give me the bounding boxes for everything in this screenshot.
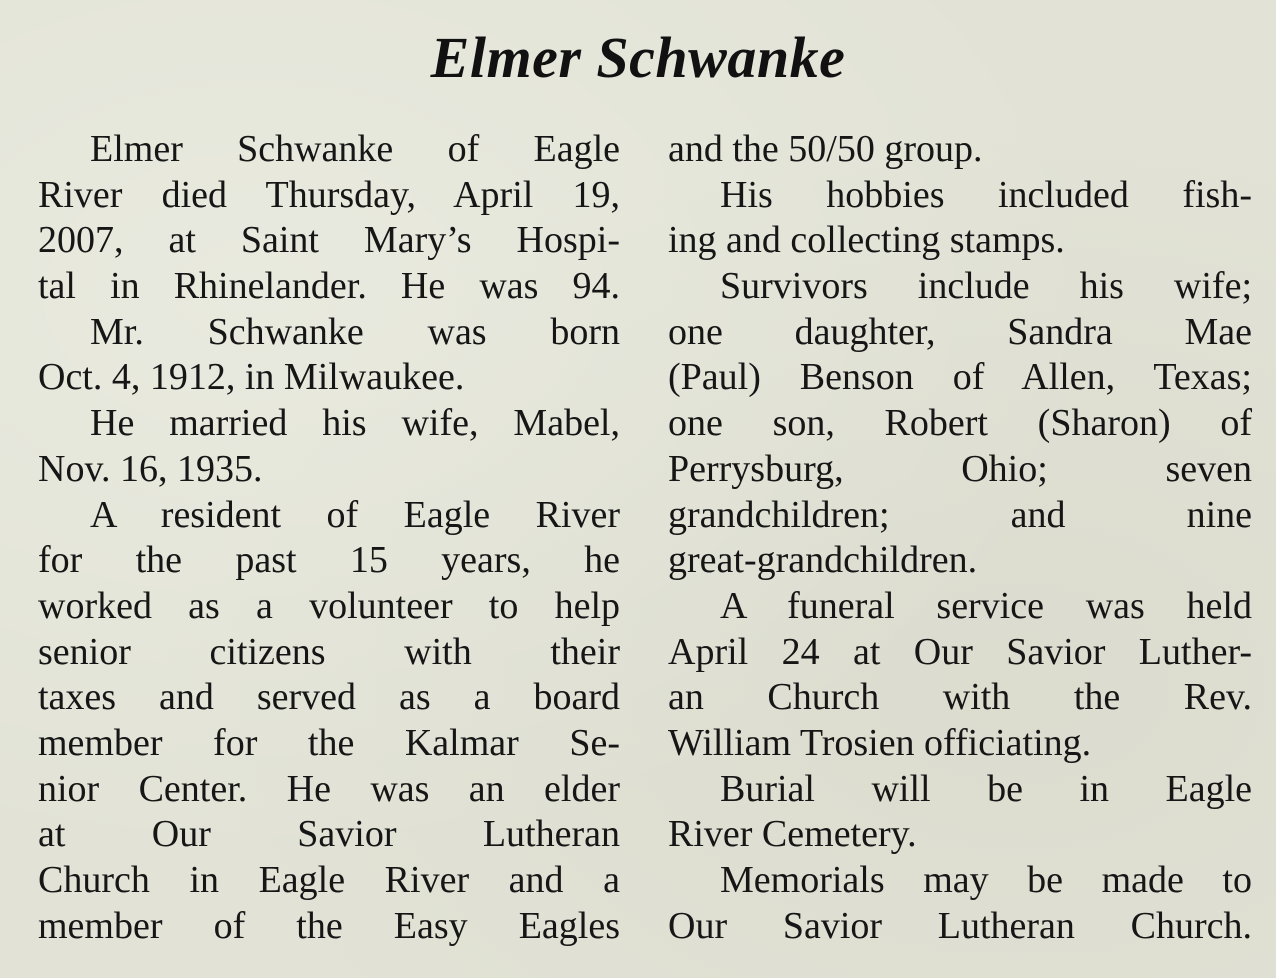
left-text-column [38, 127, 620, 949]
text-line: (Paul) Benson of Allen, Texas; [668, 356, 1252, 399]
text-line: Memorials may be made to [720, 859, 1252, 901]
text-line: His hobbies included fish- [720, 173, 1252, 216]
text-line: Church in Eagle River and a [38, 859, 620, 901]
text-line: Survivors include his wife; [720, 265, 1252, 308]
text-line: William Trosien officiating. [668, 721, 1092, 764]
text-line: Nov. 16, 1935. [38, 447, 263, 490]
text-line: A funeral service was held [720, 584, 1252, 627]
text-line: at Our Savior Lutheran [38, 813, 620, 856]
text-line: He married his wife, Mabel, [90, 402, 620, 445]
text-line: senior citizens with their [38, 630, 620, 673]
text-line: Elmer Schwanke of Eagle [90, 128, 620, 170]
text-line: River Cemetery. [668, 813, 917, 856]
text-line: worked as a volunteer to help [38, 584, 620, 627]
text-line: an Church with the Rev. [668, 676, 1252, 719]
text-line: one son, Robert (Sharon) of [668, 402, 1252, 445]
right-text-column [668, 127, 1252, 949]
text-line: for the past 15 years, he [38, 539, 620, 582]
text-line: April 24 at Our Savior Luther- [668, 630, 1252, 673]
text-line: Our Savior Lutheran Church. [668, 904, 1252, 947]
text-line: taxes and served as a board [38, 676, 620, 719]
text-line: Perrysburg, Ohio; seven [668, 447, 1252, 490]
text-line: Mr. Schwanke was born [90, 310, 620, 353]
text-line: Oct. 4, 1912, in Milwaukee. [38, 356, 465, 399]
text-line: Burial will be in Eagle [720, 767, 1252, 810]
obituary-headline: Elmer Schwanke [430, 25, 846, 90]
text-line: A resident of Eagle River [90, 493, 620, 536]
text-line: and the 50/50 group. [668, 128, 983, 170]
text-line: one daughter, Sandra Mae [668, 310, 1252, 353]
text-line: member for the Kalmar Se- [38, 721, 620, 764]
text-line: great-grandchildren. [668, 539, 978, 582]
text-line: 2007, at Saint Mary’s Hospi- [38, 219, 620, 262]
text-line: ing and collecting stamps. [668, 219, 1065, 262]
text-line: River died Thursday, April 19, [38, 173, 620, 216]
text-line: nior Center. He was an elder [38, 767, 620, 810]
text-line: grandchildren; and nine [668, 493, 1252, 536]
text-line: tal in Rhinelander. He was 94. [38, 265, 620, 308]
text-line: member of the Easy Eagles [38, 904, 620, 947]
